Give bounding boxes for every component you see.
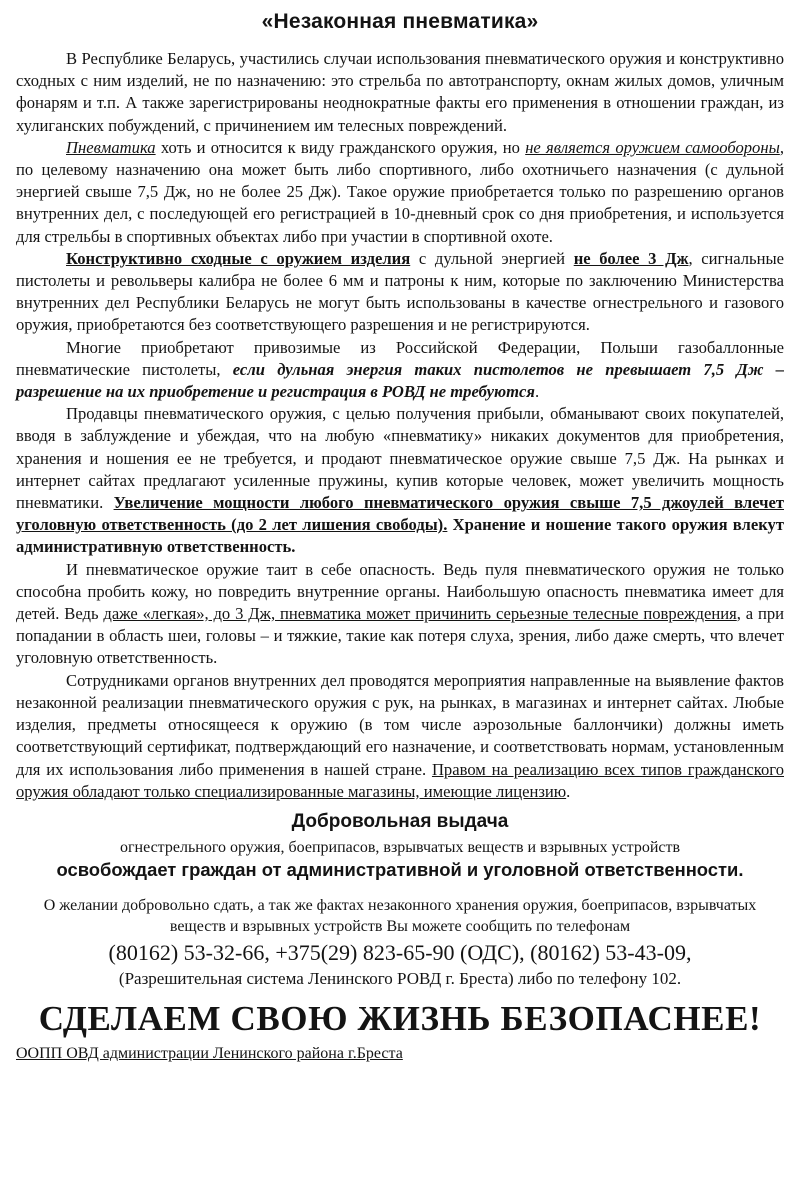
release-end: . [738, 858, 744, 880]
term-pneumatics: Пневматика [66, 137, 156, 157]
paragraph-incidents [16, 48, 784, 137]
phone-numbers: (80162) 53-32-66, +375(29) 823-65-90 (ОДС), (80162) 53-43-09, [108, 939, 692, 965]
voluntary-surrender-heading: Добровольная выдача [291, 810, 509, 832]
paragraph-imported-pistols [16, 337, 784, 404]
danger-text-1: И пневматическое оружие таит в себе опасность. Ведь пуля пневматического оружия не только способна пробить кожу, но повредить внутренние органы. Наибольшую опасность пневматика имеет для детей. Ведь [16, 559, 784, 624]
paragraph-incidents-text: В Республике Беларусь, участились случаи использования пневматического оружия и конструктивно сходных с ним изделий, не по назначению: это стрельба по автотранспорту, окнам жилых домов, уличным фонарям и т.п. А также зарегистрированы неоднократные факты его применения в отношении граждан, из хулиганских побуждений, с причинением им телесных повреждений. [16, 49, 784, 135]
paragraph-enforcement [16, 670, 784, 803]
document-title: «Незаконная пневматика» [261, 10, 539, 33]
enforcement-text: Сотрудниками органов внутренних дел проводятся мероприятия направленные на выявление фактов незаконной реализации пневматического оружия с рук, на рынках, в магазинах и интернет сайтах. Любые изделия, предметы относящееся к оружию (в том числе аэрозольные баллончики) должны иметь соответствующий сертификат, подтверждающий его назначение, и соответствовать нормам, установленным для их использования либо применения в нашей стране. [16, 670, 784, 779]
release-text: освобождает граждан от административной и уголовной ответственности [56, 858, 739, 880]
paragraph-danger [16, 559, 784, 670]
not-self-defense-emphasis: не является оружием самообороны [525, 137, 780, 157]
voluntary-surrender-items: огнестрельного оружия, боеприпасов, взрывчатых веществ и взрывных устройств [119, 838, 681, 856]
paragraph-similar-items [16, 248, 784, 337]
issuer-footer: ООПП ОВД администрации Ленинского района г.Бреста [16, 1044, 403, 1062]
sellers-text: Продавцы пневматического оружия, с целью получения прибыли, обманывают своих покупателей, вводя в заблуждение и убеждая, что на любую «пневматику» никаких документов для приобретения, хранения и ношения ее не требуется, и продают пневматическое оружие свыше 7,5 Дж. На рынках и интернет сайтах предлагают усиленные пружины, купив которые человек, может увеличить мощность пневматики. [16, 404, 784, 513]
enforcement-text-end: . [566, 781, 571, 801]
paragraph-sellers [16, 403, 784, 558]
similar-items-lead: Конструктивно сходные с оружием изделия [66, 248, 411, 268]
similar-items-text-1: с дульной энергией [410, 248, 574, 268]
contact-text: О желании добровольно сдать, а так же фактах незаконного хранения оружия, боеприпасов, взрывчатых веществ и взрывных устройств Вы можете сообщить по телефонам [43, 896, 757, 935]
license-emphasis: Правом на реализацию всех типов гражданского оружия обладают только специализированные магазины, имеющие лицензию [16, 759, 784, 801]
voluntary-surrender-release [16, 859, 784, 881]
imported-pistols-text-1: Многие приобретают привозимые из Российской Федерации, Польши газобаллонные пневматические пистолеты, [16, 337, 784, 379]
criminal-liability-emphasis: Увеличение мощности любого пневматического оружия свыше 7,5 джоулей влечет уголовную ответственность (до 2 лет лишения свободы). [16, 493, 784, 535]
imported-pistols-emphasis: если дульная энергия таких пистолетов не превышает 7,5 Дж – разрешение на их приобретение и регистрация в РОВД не требуются [16, 359, 785, 402]
permit-system-note: (Разрешительная система Ленинского РОВД г. Бреста) либо по телефону 102. [118, 968, 682, 988]
energy-limit-emphasis: не более 3 Дж [573, 248, 689, 268]
light-pneumatics-emphasis: даже «легкая», до 3 Дж, пневматика может причинить серьезные телесные повреждения [103, 604, 737, 624]
paragraph-pneumatics-text-1: хоть и относится к виду гражданского оружия, но [155, 137, 526, 157]
paragraph-pneumatics-definition [16, 137, 784, 248]
paragraph-pneumatics-text-2: , по целевому назначению она может быть либо спортивного, либо охотничьего назначения (с дульной энергией свыше 7,5 Дж, но не более 25 Дж). Такое оружие приобретается только по разрешению органов внутренних дел, с последующей его регистрацией в 10-дневный срок со дня приобретения, и используется для стрельбы в спортивных объектах либо при участии в спортивной охоте. [16, 137, 784, 246]
slogan: СДЕЛАЕМ СВОЮ ЖИЗНЬ БЕЗОПАСНЕЕ! [38, 998, 762, 1038]
danger-text-2: , а при попадании в область шеи, головы – и тяжкие, такие как потеря слуха, зрения, либо даже смерть, что влечет уголовную ответственность. [16, 604, 784, 668]
administrative-liability-emphasis: Хранение и ношение такого оружия влекут административную ответственность. [16, 515, 785, 557]
imported-pistols-text-2: . [534, 382, 540, 402]
similar-items-text-2: , сигнальные пистолеты и револьверы калибра не более 6 мм и патроны к ним, которые по заключению Министерства внутренних дел Республики Беларусь не могут быть использованы в качестве огнестрельного и газового оружия, приобретаются без соответствующего разрешения и не регистрируются. [16, 248, 784, 335]
